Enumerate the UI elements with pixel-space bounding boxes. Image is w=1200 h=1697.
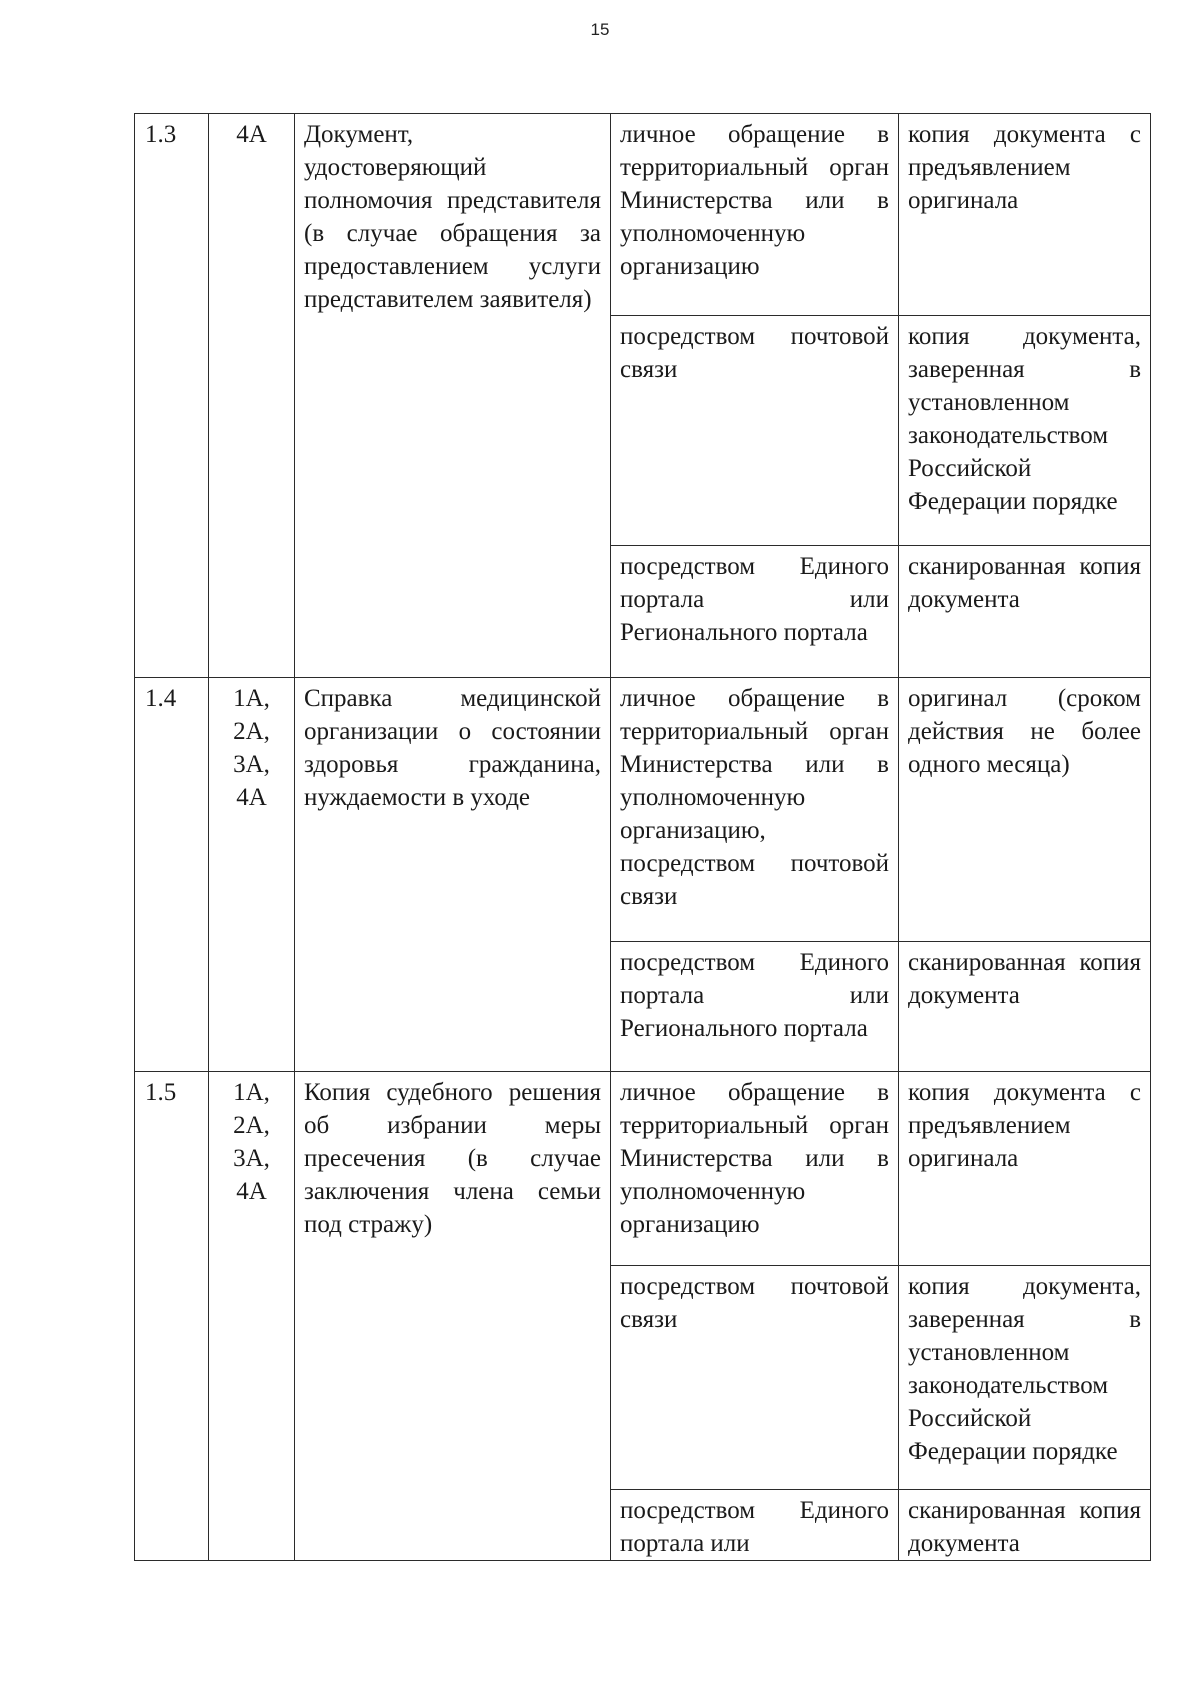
document-name-cell: Копия судебного решения об избрании меры пресечения (в случае заключения члена семьи под стражу) (295, 1072, 611, 1561)
row-number-cell: 1.4 (135, 678, 209, 1072)
category-text: 1А, 2А, 3А, 4А (233, 685, 270, 811)
table-row (135, 1072, 1151, 1266)
category-cell (209, 1072, 295, 1561)
document-form-cell: сканированная копия документа (899, 942, 1151, 1072)
row-number-cell: 1.3 (135, 114, 209, 678)
table-row (135, 114, 1151, 316)
submission-method-cell: личное обращение в территориальный орган Министерства или в уполномоченную организацию (611, 1072, 899, 1266)
category-cell (209, 114, 295, 678)
document-form-cell: сканированная копия документа (899, 546, 1151, 678)
document-form-cell: копия документа, заверенная в установленном законодательством Российской Федерации порядке (899, 1266, 1151, 1490)
page-number: 15 (590, 20, 610, 39)
document-form-cell: копия документа, заверенная в установленном законодательством Российской Федерации порядке (899, 316, 1151, 546)
category-cell (209, 678, 295, 1072)
submission-method-cell: посредством почтовой связи (611, 316, 899, 546)
submission-method-cell: посредством Единого портала или Регионального портала (611, 942, 899, 1072)
document-form-cell: сканированная копия документа (899, 1490, 1151, 1561)
submission-method-cell: посредством Единого портала или Регионального портала (611, 546, 899, 678)
row-number-cell: 1.5 (135, 1072, 209, 1561)
submission-method-cell: посредством почтовой связи (611, 1266, 899, 1490)
submission-method-cell: личное обращение в территориальный орган Министерства или в уполномоченную организацию, посредством почтовой связи (611, 678, 899, 942)
submission-method-cell: посредством Единого портала или (611, 1490, 899, 1561)
submission-method-cell: личное обращение в территориальный орган Министерства или в уполномоченную организацию (611, 114, 899, 316)
category-text: 1А, 2А, 3А, 4А (233, 1079, 270, 1205)
document-name-cell: Документ, удостоверяющий полномочия представителя (в случае обращения за предоставлением услуги представителем заявителя) (295, 114, 611, 678)
document-form-cell: копия документа с предъявлением оригинала (899, 1072, 1151, 1266)
document-form-cell: копия документа с предъявлением оригинала (899, 114, 1151, 316)
document-form-cell: оригинал (сроком действия не более одного месяца) (899, 678, 1151, 942)
category-text: 4А (236, 121, 267, 148)
document-name-cell: Справка медицинской организации о состоянии здоровья гражданина, нуждаемости в уходе (295, 678, 611, 1072)
documents-table (134, 113, 1151, 1561)
table-row (135, 678, 1151, 942)
